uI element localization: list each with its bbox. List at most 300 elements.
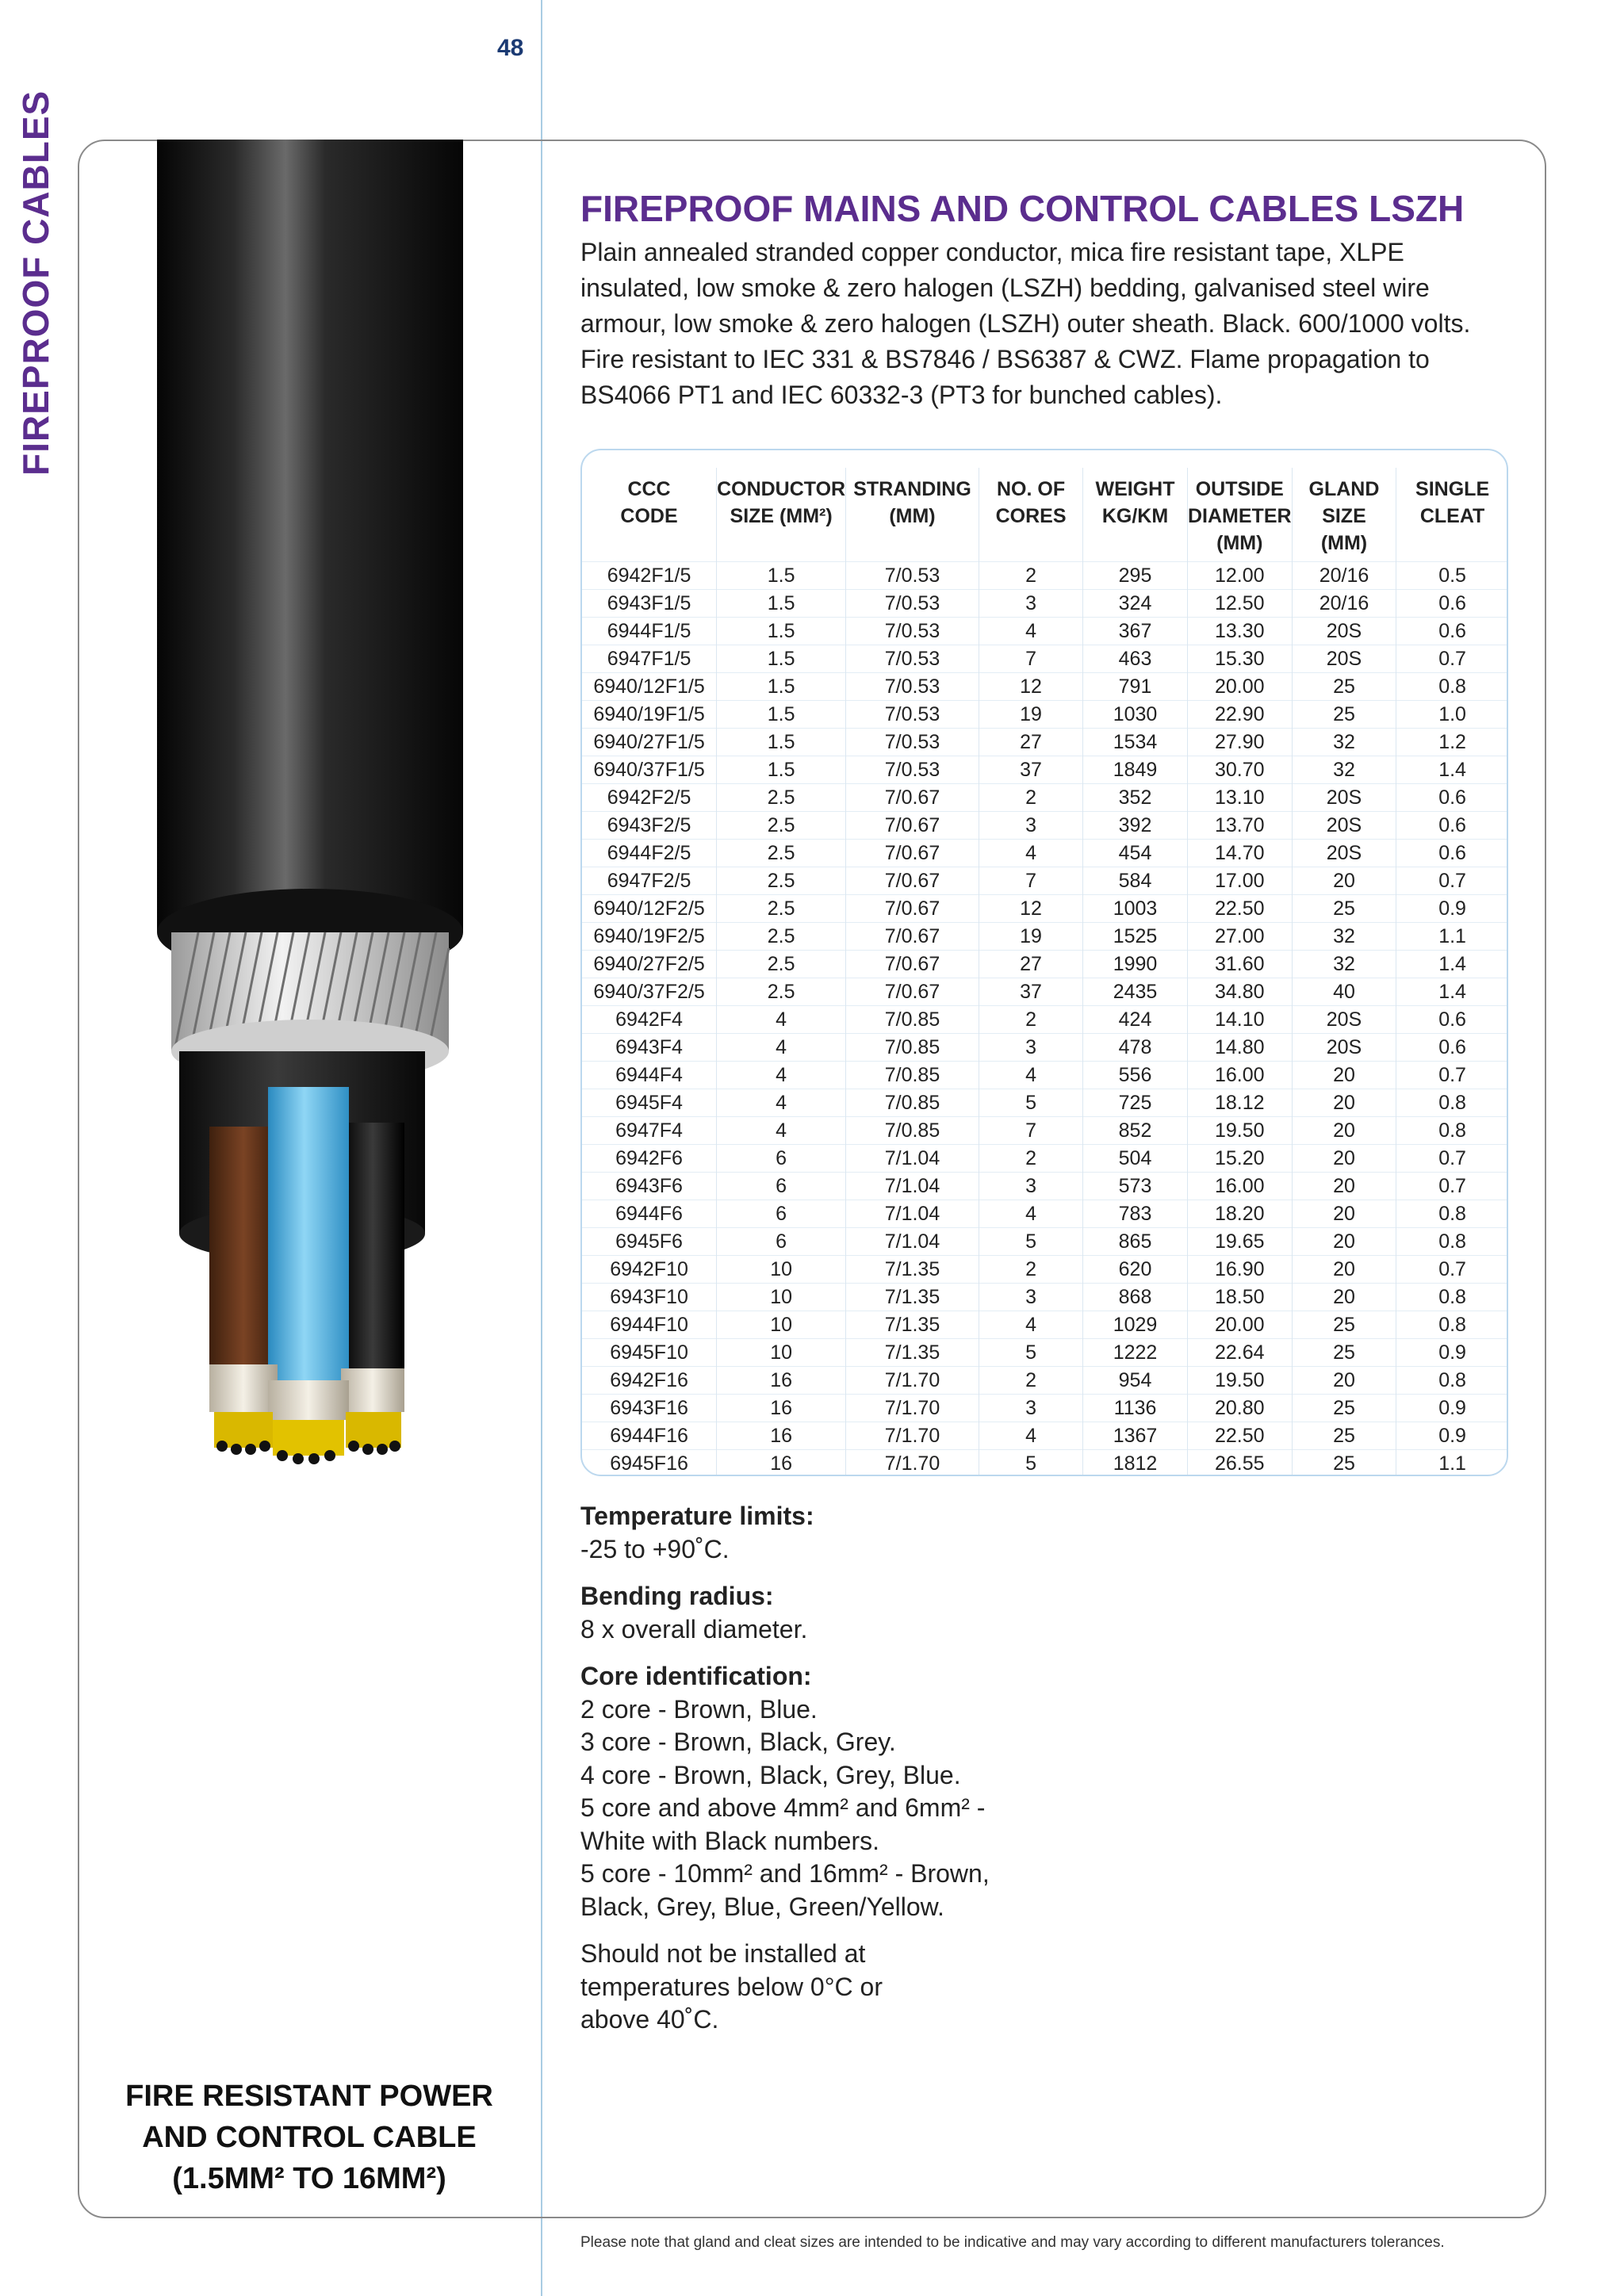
table-cell: 620 bbox=[1083, 1256, 1188, 1284]
table-row bbox=[582, 1089, 1508, 1117]
table-cell: 0.8 bbox=[1396, 1200, 1508, 1228]
table-cell: 6940/37F1/5 bbox=[582, 756, 717, 784]
table-cell: 573 bbox=[1083, 1173, 1188, 1200]
table-cell: 0.6 bbox=[1396, 812, 1508, 840]
table-cell: 7/0.53 bbox=[846, 729, 979, 756]
table-row bbox=[582, 812, 1508, 840]
table-cell: 7/1.70 bbox=[846, 1395, 979, 1422]
table-cell: 7/1.35 bbox=[846, 1339, 979, 1367]
table-cell: 5 bbox=[979, 1089, 1082, 1117]
table-cell: 19.65 bbox=[1187, 1228, 1292, 1256]
table-cell: 7/1.04 bbox=[846, 1200, 979, 1228]
bending-value: 8 x overall diameter. bbox=[580, 1614, 808, 1644]
table-cell: 0.6 bbox=[1396, 784, 1508, 812]
table-cell: 1812 bbox=[1083, 1450, 1188, 1477]
table-cell: 6 bbox=[717, 1200, 846, 1228]
table-cell: 4 bbox=[979, 1200, 1082, 1228]
table-cell: 12 bbox=[979, 673, 1082, 701]
table-cell: 14.70 bbox=[1187, 840, 1292, 867]
table-cell: 1.1 bbox=[1396, 923, 1508, 951]
table-cell: 1.5 bbox=[717, 756, 846, 784]
table-cell: 1.4 bbox=[1396, 756, 1508, 784]
table-cell: 22.50 bbox=[1187, 895, 1292, 923]
table-cell: 20S bbox=[1292, 618, 1396, 645]
table-cell: 7/0.85 bbox=[846, 1034, 979, 1062]
table-cell: 1029 bbox=[1083, 1311, 1188, 1339]
table-cell: 1.5 bbox=[717, 701, 846, 729]
table-cell: 6942F4 bbox=[582, 1006, 717, 1034]
table-row bbox=[582, 1173, 1508, 1200]
table-cell: 7/0.85 bbox=[846, 1006, 979, 1034]
table-cell: 22.90 bbox=[1187, 701, 1292, 729]
table-cell: 0.8 bbox=[1396, 1311, 1508, 1339]
table-cell: 6940/12F2/5 bbox=[582, 895, 717, 923]
table-cell: 25 bbox=[1292, 701, 1396, 729]
core-line: 4 core - Brown, Black, Grey, Blue. bbox=[580, 1760, 961, 1789]
specifications bbox=[580, 1500, 1056, 2051]
table-cell: 0.8 bbox=[1396, 1284, 1508, 1311]
table-cell: 6944F6 bbox=[582, 1200, 717, 1228]
table-cell: 2.5 bbox=[717, 978, 846, 1006]
table-cell: 2 bbox=[979, 1145, 1082, 1173]
core-line: White with Black numbers. bbox=[580, 1826, 880, 1855]
table-cell: 6943F16 bbox=[582, 1395, 717, 1422]
table-cell: 14.80 bbox=[1187, 1034, 1292, 1062]
table-row bbox=[582, 895, 1508, 923]
table-cell: 7/0.53 bbox=[846, 590, 979, 618]
table-cell: 37 bbox=[979, 756, 1082, 784]
table-cell: 19 bbox=[979, 701, 1082, 729]
table-cell: 0.7 bbox=[1396, 867, 1508, 895]
table-cell: 2 bbox=[979, 784, 1082, 812]
table-cell: 15.30 bbox=[1187, 645, 1292, 673]
table-cell: 1.5 bbox=[717, 590, 846, 618]
table-cell: 7/0.67 bbox=[846, 784, 979, 812]
table-cell: 4 bbox=[717, 1034, 846, 1062]
table-cell: 3 bbox=[979, 1173, 1082, 1200]
table-cell: 6947F2/5 bbox=[582, 867, 717, 895]
table-cell: 7/0.53 bbox=[846, 701, 979, 729]
description-line: insulated, low smoke & zero halogen (LSZH) bedding, galvanised steel wire bbox=[580, 274, 1430, 302]
table-cell: 868 bbox=[1083, 1284, 1188, 1311]
table-row bbox=[582, 978, 1508, 1006]
table-cell: 13.30 bbox=[1187, 618, 1292, 645]
table-row bbox=[582, 1117, 1508, 1145]
table-cell: 1.5 bbox=[717, 729, 846, 756]
table-cell: 2.5 bbox=[717, 867, 846, 895]
installation-line: Should not be installed at bbox=[580, 1939, 866, 1968]
table-cell: 18.12 bbox=[1187, 1089, 1292, 1117]
core-line: Black, Grey, Blue, Green/Yellow. bbox=[580, 1892, 944, 1921]
table-cell: 6943F1/5 bbox=[582, 590, 717, 618]
table-cell: 6940/12F1/5 bbox=[582, 673, 717, 701]
table-cell: 0.8 bbox=[1396, 1228, 1508, 1256]
table-cell: 7/0.85 bbox=[846, 1117, 979, 1145]
table-cell: 20S bbox=[1292, 645, 1396, 673]
table-cell: 0.7 bbox=[1396, 1173, 1508, 1200]
product-caption bbox=[95, 2076, 523, 2199]
table-cell: 20.80 bbox=[1187, 1395, 1292, 1422]
table-cell: 7/0.85 bbox=[846, 1062, 979, 1089]
table-cell: 20 bbox=[1292, 867, 1396, 895]
table-cell: 20/16 bbox=[1292, 590, 1396, 618]
section-side-label: FIREPROOF CABLES bbox=[15, 90, 56, 476]
table-cell: 1.5 bbox=[717, 673, 846, 701]
table-cell: 7/1.70 bbox=[846, 1422, 979, 1450]
table-cell: 3 bbox=[979, 590, 1082, 618]
table-cell: 463 bbox=[1083, 645, 1188, 673]
table-cell: 6945F4 bbox=[582, 1089, 717, 1117]
table-cell: 6945F6 bbox=[582, 1228, 717, 1256]
table-cell: 367 bbox=[1083, 618, 1188, 645]
table-cell: 16 bbox=[717, 1395, 846, 1422]
table-cell: 556 bbox=[1083, 1062, 1188, 1089]
table-cell: 6947F1/5 bbox=[582, 645, 717, 673]
table-cell: 40 bbox=[1292, 978, 1396, 1006]
temperature-value: -25 to +90˚C. bbox=[580, 1534, 730, 1563]
table-cell: 14.10 bbox=[1187, 1006, 1292, 1034]
table-row bbox=[582, 618, 1508, 645]
table-cell: 20 bbox=[1292, 1117, 1396, 1145]
table-cell: 16 bbox=[717, 1450, 846, 1477]
table-cell: 6945F10 bbox=[582, 1339, 717, 1367]
table-cell: 2.5 bbox=[717, 784, 846, 812]
table-cell: 30.70 bbox=[1187, 756, 1292, 784]
table-row bbox=[582, 1228, 1508, 1256]
table-cell: 0.7 bbox=[1396, 1145, 1508, 1173]
table-cell: 1525 bbox=[1083, 923, 1188, 951]
table-cell: 7/0.53 bbox=[846, 673, 979, 701]
table-cell: 4 bbox=[979, 1062, 1082, 1089]
table-cell: 1.5 bbox=[717, 645, 846, 673]
table-row bbox=[582, 1395, 1508, 1422]
table-row bbox=[582, 1311, 1508, 1339]
table-cell: 6942F2/5 bbox=[582, 784, 717, 812]
table-cell: 25 bbox=[1292, 1395, 1396, 1422]
table-cell: 6943F10 bbox=[582, 1284, 717, 1311]
table-cell: 32 bbox=[1292, 923, 1396, 951]
table-cell: 2.5 bbox=[717, 812, 846, 840]
column-header-line: (MM) bbox=[1320, 532, 1368, 554]
table-cell: 6944F2/5 bbox=[582, 840, 717, 867]
table-cell: 6942F10 bbox=[582, 1256, 717, 1284]
table-cell: 10 bbox=[717, 1256, 846, 1284]
table-row bbox=[582, 923, 1508, 951]
table-header-row bbox=[582, 468, 1508, 562]
table-cell: 13.70 bbox=[1187, 812, 1292, 840]
table-cell: 6943F2/5 bbox=[582, 812, 717, 840]
table-cell: 27 bbox=[979, 729, 1082, 756]
table-row bbox=[582, 701, 1508, 729]
column-header bbox=[846, 468, 979, 562]
column-header-line: NO. OF bbox=[997, 478, 1066, 500]
table-cell: 25 bbox=[1292, 895, 1396, 923]
table-row bbox=[582, 1062, 1508, 1089]
table-cell: 0.9 bbox=[1396, 895, 1508, 923]
table-cell: 20 bbox=[1292, 1200, 1396, 1228]
table-row bbox=[582, 1367, 1508, 1395]
table-cell: 7/0.67 bbox=[846, 923, 979, 951]
table-cell: 3 bbox=[979, 1284, 1082, 1311]
table-row bbox=[582, 590, 1508, 618]
table-row bbox=[582, 756, 1508, 784]
table-row bbox=[582, 1339, 1508, 1367]
table-cell: 0.7 bbox=[1396, 645, 1508, 673]
table-cell: 4 bbox=[717, 1006, 846, 1034]
table-cell: 0.6 bbox=[1396, 840, 1508, 867]
table-cell: 7/1.70 bbox=[846, 1367, 979, 1395]
table-cell: 0.6 bbox=[1396, 618, 1508, 645]
table-cell: 20 bbox=[1292, 1062, 1396, 1089]
bending-radius bbox=[580, 1580, 1056, 1646]
core-line: 3 core - Brown, Black, Grey. bbox=[580, 1728, 896, 1756]
table-cell: 25 bbox=[1292, 673, 1396, 701]
table-cell: 27 bbox=[979, 951, 1082, 978]
table-cell: 865 bbox=[1083, 1228, 1188, 1256]
table-cell: 12.00 bbox=[1187, 562, 1292, 590]
table-cell: 6942F16 bbox=[582, 1367, 717, 1395]
column-header-line: SINGLE bbox=[1415, 478, 1490, 500]
column-header-line: KG/KM bbox=[1101, 505, 1169, 527]
table-row bbox=[582, 645, 1508, 673]
table-cell: 10 bbox=[717, 1284, 846, 1311]
table-cell: 25 bbox=[1292, 1450, 1396, 1477]
table-cell: 20 bbox=[1292, 1256, 1396, 1284]
table-cell: 20 bbox=[1292, 1089, 1396, 1117]
description-line: Fire resistant to IEC 331 & BS7846 / BS6387 & CWZ. Flame propagation to bbox=[580, 345, 1430, 373]
spec-table-container bbox=[580, 449, 1508, 1476]
table-cell: 4 bbox=[717, 1089, 846, 1117]
table-cell: 7/1.04 bbox=[846, 1228, 979, 1256]
table-cell: 783 bbox=[1083, 1200, 1188, 1228]
table-cell: 16.90 bbox=[1187, 1256, 1292, 1284]
column-header-line: CONDUCTOR bbox=[717, 478, 846, 500]
description-line: Plain annealed stranded copper conductor, mica fire resistant tape, XLPE bbox=[580, 238, 1404, 266]
table-cell: 37 bbox=[979, 978, 1082, 1006]
table-row bbox=[582, 562, 1508, 590]
table-cell: 0.6 bbox=[1396, 1006, 1508, 1034]
table-cell: 2.5 bbox=[717, 840, 846, 867]
table-cell: 20.00 bbox=[1187, 673, 1292, 701]
table-cell: 424 bbox=[1083, 1006, 1188, 1034]
table-cell: 32 bbox=[1292, 951, 1396, 978]
table-cell: 25 bbox=[1292, 1311, 1396, 1339]
table-cell: 7/1.35 bbox=[846, 1284, 979, 1311]
column-header-line: CCC bbox=[627, 478, 671, 500]
table-cell: 2435 bbox=[1083, 978, 1188, 1006]
table-cell: 0.8 bbox=[1396, 1117, 1508, 1145]
table-cell: 6940/19F2/5 bbox=[582, 923, 717, 951]
column-header bbox=[717, 468, 846, 562]
table-cell: 6940/27F1/5 bbox=[582, 729, 717, 756]
table-cell: 2.5 bbox=[717, 951, 846, 978]
column-header-line: SIZE bbox=[1322, 505, 1366, 527]
table-cell: 20 bbox=[1292, 1173, 1396, 1200]
table-cell: 791 bbox=[1083, 673, 1188, 701]
table-cell: 19.50 bbox=[1187, 1117, 1292, 1145]
table-cell: 6942F6 bbox=[582, 1145, 717, 1173]
column-header-line: SIZE (MM²) bbox=[730, 505, 833, 527]
table-row bbox=[582, 673, 1508, 701]
table-row bbox=[582, 840, 1508, 867]
table-cell: 0.9 bbox=[1396, 1339, 1508, 1367]
page-number: 48 bbox=[497, 35, 524, 61]
table-cell: 352 bbox=[1083, 784, 1188, 812]
table-row bbox=[582, 1256, 1508, 1284]
table-cell: 17.00 bbox=[1187, 867, 1292, 895]
column-header bbox=[1083, 468, 1188, 562]
table-cell: 5 bbox=[979, 1450, 1082, 1477]
table-cell: 6943F6 bbox=[582, 1173, 717, 1200]
table-cell: 0.6 bbox=[1396, 590, 1508, 618]
column-header-line: OUTSIDE bbox=[1195, 478, 1284, 500]
table-cell: 22.50 bbox=[1187, 1422, 1292, 1450]
table-cell: 19.50 bbox=[1187, 1367, 1292, 1395]
table-cell: 6945F16 bbox=[582, 1450, 717, 1477]
column-header-line: WEIGHT bbox=[1095, 478, 1175, 500]
table-cell: 0.8 bbox=[1396, 673, 1508, 701]
table-cell: 2 bbox=[979, 1256, 1082, 1284]
core-line: 5 core and above 4mm² and 6mm² - bbox=[580, 1793, 986, 1822]
table-cell: 6942F1/5 bbox=[582, 562, 717, 590]
table-cell: 0.8 bbox=[1396, 1367, 1508, 1395]
table-cell: 10 bbox=[717, 1339, 846, 1367]
table-cell: 19 bbox=[979, 923, 1082, 951]
installation-line: above 40˚C. bbox=[580, 2005, 719, 2034]
table-body bbox=[582, 562, 1508, 1477]
table-cell: 6940/27F2/5 bbox=[582, 951, 717, 978]
table-row bbox=[582, 867, 1508, 895]
column-header-line: CLEAT bbox=[1419, 505, 1485, 527]
table-cell: 3 bbox=[979, 1395, 1082, 1422]
table-cell: 0.8 bbox=[1396, 1089, 1508, 1117]
table-row bbox=[582, 951, 1508, 978]
table-cell: 392 bbox=[1083, 812, 1188, 840]
table-cell: 20 bbox=[1292, 1284, 1396, 1311]
column-header-line: (MM) bbox=[1216, 532, 1263, 554]
table-cell: 20 bbox=[1292, 1228, 1396, 1256]
table-cell: 7/1.04 bbox=[846, 1173, 979, 1200]
table-cell: 16.00 bbox=[1187, 1173, 1292, 1200]
table-cell: 20/16 bbox=[1292, 562, 1396, 590]
description-line: armour, low smoke & zero halogen (LSZH) outer sheath. Black. 600/1000 volts. bbox=[580, 309, 1471, 338]
table-cell: 7 bbox=[979, 645, 1082, 673]
table-cell: 20S bbox=[1292, 840, 1396, 867]
table-cell: 454 bbox=[1083, 840, 1188, 867]
table-cell: 7/0.53 bbox=[846, 645, 979, 673]
table-cell: 7/0.85 bbox=[846, 1089, 979, 1117]
column-header-line: GLAND bbox=[1308, 478, 1380, 500]
column-header bbox=[1396, 468, 1508, 562]
table-cell: 10 bbox=[717, 1311, 846, 1339]
table-cell: 7/1.35 bbox=[846, 1311, 979, 1339]
table-cell: 18.50 bbox=[1187, 1284, 1292, 1311]
table-cell: 18.20 bbox=[1187, 1200, 1292, 1228]
table-cell: 15.20 bbox=[1187, 1145, 1292, 1173]
table-cell: 25 bbox=[1292, 1422, 1396, 1450]
caption-line: AND CONTROL CABLE bbox=[142, 2121, 477, 2154]
table-cell: 2.5 bbox=[717, 895, 846, 923]
table-cell: 7/0.67 bbox=[846, 951, 979, 978]
table-cell: 852 bbox=[1083, 1117, 1188, 1145]
table-cell: 6 bbox=[717, 1145, 846, 1173]
table-cell: 16 bbox=[717, 1367, 846, 1395]
table-cell: 5 bbox=[979, 1228, 1082, 1256]
table-cell: 7/1.70 bbox=[846, 1450, 979, 1477]
table-row bbox=[582, 1006, 1508, 1034]
column-header-line: (MM) bbox=[889, 505, 936, 527]
table-cell: 1030 bbox=[1083, 701, 1188, 729]
table-cell: 25 bbox=[1292, 1339, 1396, 1367]
table-cell: 7/0.67 bbox=[846, 867, 979, 895]
table-cell: 1.0 bbox=[1396, 701, 1508, 729]
table-cell: 12 bbox=[979, 895, 1082, 923]
table-cell: 7/1.35 bbox=[846, 1256, 979, 1284]
table-cell: 3 bbox=[979, 1034, 1082, 1062]
table-cell: 31.60 bbox=[1187, 951, 1292, 978]
table-cell: 4 bbox=[979, 618, 1082, 645]
table-cell: 1.1 bbox=[1396, 1450, 1508, 1477]
table-row bbox=[582, 1422, 1508, 1450]
column-header-line: CODE bbox=[620, 505, 678, 527]
core-heading: Core identification: bbox=[580, 1662, 812, 1690]
table-cell: 26.55 bbox=[1187, 1450, 1292, 1477]
table-cell: 7/0.53 bbox=[846, 756, 979, 784]
table-cell: 7/0.67 bbox=[846, 840, 979, 867]
table-cell: 0.7 bbox=[1396, 1256, 1508, 1284]
bending-heading: Bending radius: bbox=[580, 1582, 774, 1610]
table-row bbox=[582, 729, 1508, 756]
table-cell: 6947F4 bbox=[582, 1117, 717, 1145]
table-cell: 6944F1/5 bbox=[582, 618, 717, 645]
footnote: Please note that gland and cleat sizes are intended to be indicative and may vary according to different manufacturers tolerances. bbox=[580, 2234, 1445, 2251]
table-cell: 3 bbox=[979, 812, 1082, 840]
column-header bbox=[979, 468, 1082, 562]
table-row bbox=[582, 784, 1508, 812]
table-cell: 1.4 bbox=[1396, 978, 1508, 1006]
table-cell: 1136 bbox=[1083, 1395, 1188, 1422]
table-cell: 0.7 bbox=[1396, 1062, 1508, 1089]
table-cell: 1.2 bbox=[1396, 729, 1508, 756]
table-cell: 0.5 bbox=[1396, 562, 1508, 590]
table-cell: 7/0.53 bbox=[846, 562, 979, 590]
table-cell: 0.6 bbox=[1396, 1034, 1508, 1062]
table-cell: 7 bbox=[979, 867, 1082, 895]
core-line: 5 core - 10mm² and 16mm² - Brown, bbox=[580, 1859, 990, 1888]
caption-line: FIRE RESISTANT POWER bbox=[125, 2080, 493, 2113]
table-cell: 1534 bbox=[1083, 729, 1188, 756]
installation-note bbox=[580, 1938, 1056, 2037]
table-cell: 34.80 bbox=[1187, 978, 1292, 1006]
table-cell: 2.5 bbox=[717, 923, 846, 951]
table-cell: 6944F16 bbox=[582, 1422, 717, 1450]
temperature-heading: Temperature limits: bbox=[580, 1502, 814, 1530]
table-cell: 22.64 bbox=[1187, 1339, 1292, 1367]
table-cell: 20S bbox=[1292, 784, 1396, 812]
table-row bbox=[582, 1284, 1508, 1311]
table-cell: 7 bbox=[979, 1117, 1082, 1145]
table-cell: 1003 bbox=[1083, 895, 1188, 923]
table-cell: 1222 bbox=[1083, 1339, 1188, 1367]
table-cell: 6944F4 bbox=[582, 1062, 717, 1089]
table-cell: 20S bbox=[1292, 1006, 1396, 1034]
column-header-line: DIAMETER bbox=[1188, 505, 1292, 527]
table-cell: 725 bbox=[1083, 1089, 1188, 1117]
column-header bbox=[1292, 468, 1396, 562]
table-cell: 6 bbox=[717, 1173, 846, 1200]
table-cell: 12.50 bbox=[1187, 590, 1292, 618]
table-cell: 1849 bbox=[1083, 756, 1188, 784]
